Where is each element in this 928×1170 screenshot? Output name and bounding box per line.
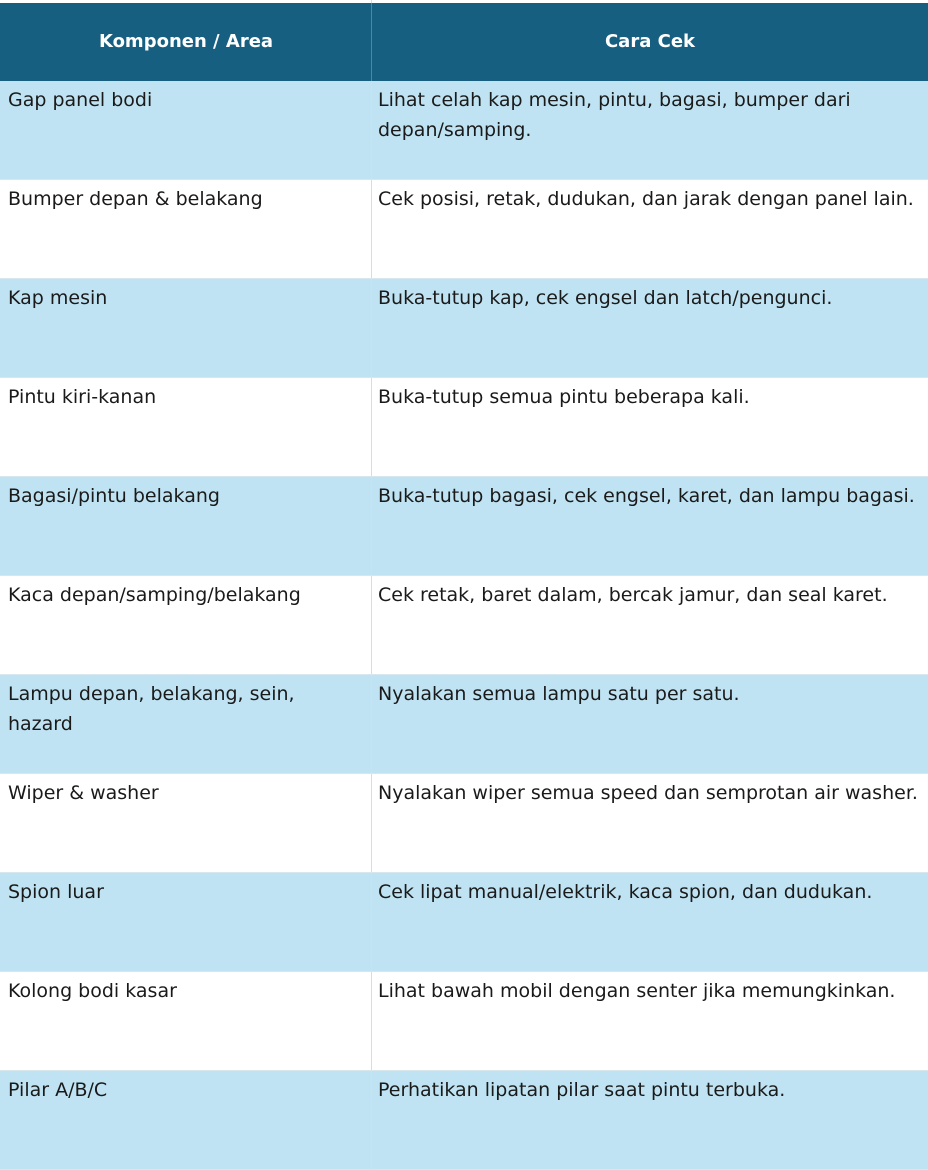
cell-cara-cek: Buka-tutup kap, cek engsel dan latch/pengunci.	[378, 287, 833, 309]
cell-cara-cek: Buka-tutup bagasi, cek engsel, karet, dan lampu bagasi.	[378, 485, 915, 507]
cell-cara-cek: Nyalakan semua lampu satu per satu.	[378, 683, 740, 705]
cell-komponen: Bagasi/pintu belakang	[8, 485, 220, 507]
table-row	[0, 774, 928, 873]
cell-cara-cek: Cek posisi, retak, dudukan, dan jarak dengan panel lain.	[378, 188, 914, 210]
cell-komponen: Gap panel bodi	[8, 89, 153, 111]
cell-cara-cek: Lihat bawah mobil dengan senter jika memungkinkan.	[378, 980, 896, 1002]
table-body	[0, 81, 928, 1170]
cell-cara-cek: Lihat celah kap mesin, pintu, bagasi, bumper dari depan/samping.	[378, 89, 851, 141]
cell-komponen: Pintu kiri-kanan	[8, 386, 157, 408]
cell-komponen: Lampu depan, belakang, sein, hazard	[8, 683, 295, 735]
cell-cara-cek: Cek lipat manual/elektrik, kaca spion, dan dudukan.	[378, 881, 873, 903]
header-cara-cek: Cara Cek	[604, 31, 696, 52]
table-row	[0, 576, 928, 675]
cell-cara-cek: Nyalakan wiper semua speed dan semprotan air washer.	[378, 782, 918, 804]
table-row	[0, 873, 928, 972]
header-komponen-area: Komponen / Area	[98, 31, 274, 52]
table-row	[0, 675, 928, 774]
cell-komponen: Kap mesin	[8, 287, 108, 309]
cell-komponen: Kolong bodi kasar	[8, 980, 177, 1002]
table-row	[0, 81, 928, 180]
table-row	[0, 477, 928, 576]
cell-cara-cek: Cek retak, baret dalam, bercak jamur, dan seal karet.	[378, 584, 888, 606]
table-row	[0, 1071, 928, 1170]
cell-komponen: Kaca depan/samping/belakang	[8, 584, 301, 606]
table-header	[0, 3, 928, 81]
table-row	[0, 180, 928, 279]
cell-komponen: Pilar A/B/C	[8, 1079, 108, 1101]
table-row	[0, 972, 928, 1071]
cell-komponen: Bumper depan & belakang	[8, 188, 263, 210]
cell-komponen: Spion luar	[8, 881, 104, 903]
table-row	[0, 279, 928, 378]
cell-komponen: Wiper & washer	[8, 782, 159, 804]
cell-cara-cek: Buka-tutup semua pintu beberapa kali.	[378, 386, 750, 408]
table-row	[0, 378, 928, 477]
cell-cara-cek: Perhatikan lipatan pilar saat pintu terbuka.	[378, 1079, 786, 1101]
